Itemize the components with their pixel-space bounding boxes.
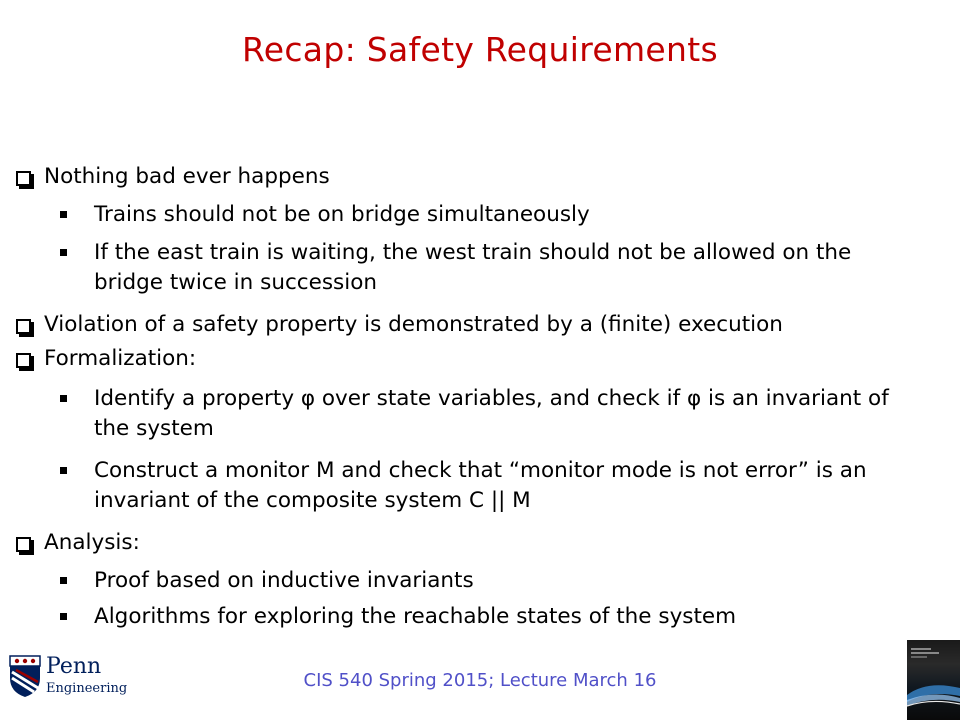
sub-bullet-text: Proof based on inductive invariants <box>94 568 474 593</box>
square-bullet-icon <box>60 577 67 584</box>
sub-bullet-text: Algorithms for exploring the reachable states of the system <box>94 604 737 629</box>
square-bullet-icon <box>60 211 67 218</box>
square-bullet-icon <box>60 613 67 620</box>
checkbox-bullet-icon <box>14 310 36 340</box>
square-bullet-icon <box>60 467 67 474</box>
sub-bullet-text: Construct a monitor M and check that “monitor mode is not error” is an invariant of the composite system C || M <box>94 458 867 513</box>
sub-bullet-text: Trains should not be on bridge simultaneously <box>94 202 590 227</box>
footer-caption: CIS 540 Spring 2015; Lecture March 16 <box>303 670 657 691</box>
bullet-text: Violation of a safety property is demonstrated by a (finite) execution <box>44 312 783 337</box>
slide-title: Recap: Safety Requirements <box>242 30 718 69</box>
book-cover-image <box>907 640 960 720</box>
logo-line-1: Penn <box>46 654 102 679</box>
square-bullet-icon <box>60 249 67 256</box>
square-bullet-icon <box>60 395 67 402</box>
checkbox-bullet-icon <box>14 344 36 374</box>
bullet-text: Nothing bad ever happens <box>44 164 330 189</box>
checkbox-bullet-icon <box>14 162 36 192</box>
sub-bullet-text: Identify a property φ over state variables, and check if φ is an invariant of the system <box>94 386 889 441</box>
bullet-text: Formalization: <box>44 346 197 371</box>
logo-line-2: Engineering <box>46 681 128 696</box>
bullet-text: Analysis: <box>44 530 140 555</box>
sub-bullet-text: If the east train is waiting, the west train should not be allowed on the bridge twice in succession <box>94 240 852 295</box>
checkbox-bullet-icon <box>14 528 36 558</box>
